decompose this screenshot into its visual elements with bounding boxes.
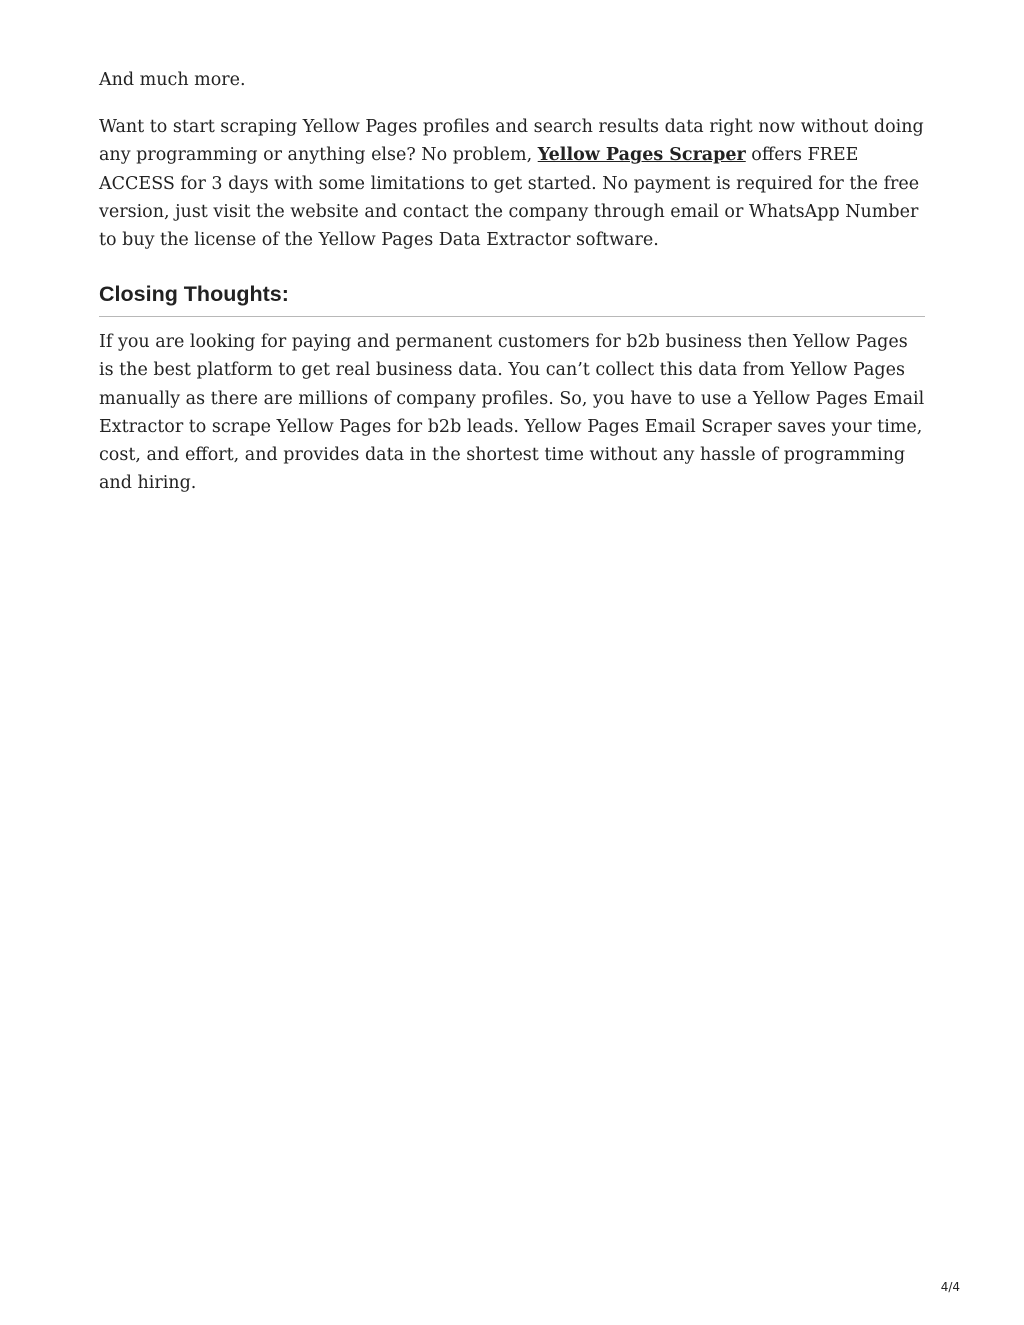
paragraph-closing-thoughts: If you are looking for paying and permanent customers for b2b business then Yellow Pages is the best platform to get real business data. You can’t collect this data from Yellow Pages manually as there are millions of company profiles. So, you have to use a Yellow Pages Email Extractor to scrape Yellow Pages for b2b leads. Yellow Pages Email Scraper saves your time, cost, and effort, and provides data in the shortest time without any hassle of programming and hiring. [99, 332, 925, 494]
section-heading-closing-thoughts: Closing Thoughts: [99, 280, 925, 317]
paragraph-text-after-link: offers FREE ACCESS for 3 days with some limitations to get started. No payment is required for the free version, just visit the website and contact the company through email or WhatsApp Number to buy the license of the Yellow Pages Data Extractor software. [99, 145, 920, 251]
page-number: 4/4 [940, 1280, 960, 1294]
paragraph-text-before-link: Want to start scraping Yellow Pages profiles and search results data right now without doing any programming or anything else? No problem, [99, 117, 924, 166]
yellow-pages-scraper-link[interactable]: Yellow Pages Scraper [537, 145, 746, 166]
document-body [99, 66, 925, 497]
paragraph-free-access [99, 113, 925, 254]
paragraph-and-much-more: And much more. [99, 70, 246, 90]
